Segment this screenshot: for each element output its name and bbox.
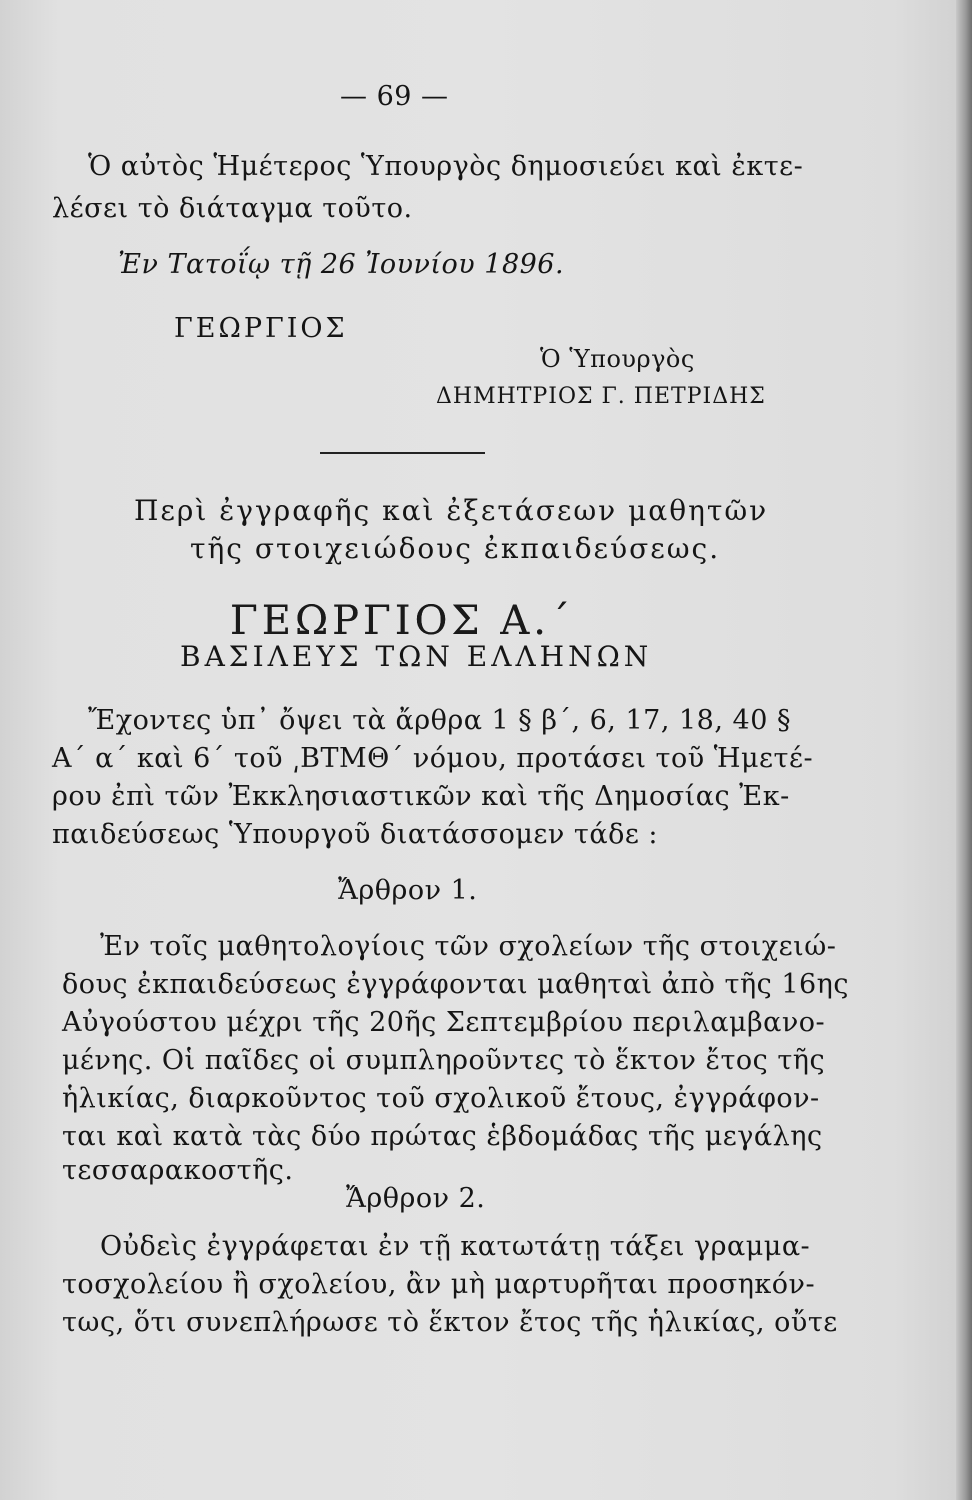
- signature-king: ΓΕΩΡΓΙΟΣ: [174, 313, 348, 344]
- section-divider: [320, 452, 485, 454]
- closing-line-1: Ὁ αὐτὸς Ἡμέτερος Ὑπουργὸς δημοσιεύει καὶ ἐκτε-: [88, 151, 804, 182]
- article-2-line-2: τοσχολείου ἢ σχολείου, ἂν μὴ μαρτυρῆται προσηκόν-: [62, 1269, 816, 1300]
- article-1-line-5: ἡλικίας, διαρκοῦντος τοῦ σχολικοῦ ἔτους, ἐγγράφον-: [62, 1083, 820, 1114]
- closing-line-2: λέσει τὸ διάταγμα τοῦτο.: [52, 193, 413, 224]
- minister-title: Ὁ Ὑπουργὸς: [540, 345, 695, 373]
- preamble-line-3: ρου ἐπὶ τῶν Ἐκκλησιαστικῶν καὶ τῆς Δημοσίας Ἐκ-: [52, 781, 790, 812]
- minister-name: ΔΗΜΗΤΡΙΟΣ Γ. ΠΕΤΡΙΔΗΣ: [436, 384, 766, 409]
- article-1-line-2: δους ἐκπαιδεύσεως ἐγγράφονται μαθηταὶ ἀπὸ τῆς 16ης: [62, 969, 849, 1000]
- article-1-heading: Ἄρθρον 1.: [338, 875, 478, 906]
- preamble-line-1: Ἔχοντες ὑπ᾽ ὄψει τὰ ἄρθρα 1 § β΄, 6, 17, 18, 40 §: [88, 705, 791, 736]
- article-1-line-1: Ἐν τοῖς μαθητολογίοις τῶν σχολείων τῆς στοιχειώ-: [100, 931, 837, 962]
- section-heading-line-2: τῆς στοιχειώδους ἐκπαιδεύσεως.: [190, 532, 721, 565]
- article-2-line-3: τως, ὅτι συνεπλήρωσε τὸ ἕκτον ἔτος τῆς ἡλικίας, οὔτε: [62, 1307, 838, 1338]
- article-1-line-4: μένης. Οἱ παῖδες οἱ συμπληροῦντες τὸ ἕκτον ἔτος τῆς: [62, 1045, 826, 1076]
- decree-king-title: ΒΑΣΙΛΕΥΣ ΤΩΝ ΕΛΛΗΝΩΝ: [180, 640, 653, 673]
- section-heading-line-1: Περὶ ἐγγραφῆς καὶ ἐξετάσεων μαθητῶν: [134, 494, 769, 527]
- decree-date: Ἐν Τατοΐῳ τῇ 26 Ἰουνίου 1896.: [118, 249, 565, 280]
- article-1-line-7: τεσσαρακοστῆς.: [62, 1155, 294, 1186]
- page-number: — 69 —: [340, 81, 449, 112]
- article-2-line-1: Οὐδεὶς ἐγγράφεται ἐν τῇ κατωτάτῃ τάξει γραμμα-: [100, 1231, 811, 1262]
- article-2-heading: Ἄρθρον 2.: [346, 1183, 486, 1214]
- preamble-line-4: παιδεύσεως Ὑπουργοῦ διατάσσομεν τάδε :: [52, 819, 658, 850]
- article-1-line-3: Αὐγούστου μέχρι τῆς 20ῆς Σεπτεμβρίου περιλαμβανο-: [62, 1007, 826, 1038]
- preamble-line-2: Α΄ α΄ καὶ 6΄ τοῦ ͵ΒΤΜΘ΄ νόμου, προτάσει τοῦ Ἡμετέ-: [52, 743, 814, 774]
- article-1-line-6: ται καὶ κατὰ τὰς δύο πρώτας ἑβδομάδας τῆς μεγάλης: [62, 1121, 823, 1152]
- decree-king-name: ΓΕΩΡΓΙΟΣ Α.΄: [230, 598, 574, 644]
- page-edge-shadow: [956, 0, 972, 1500]
